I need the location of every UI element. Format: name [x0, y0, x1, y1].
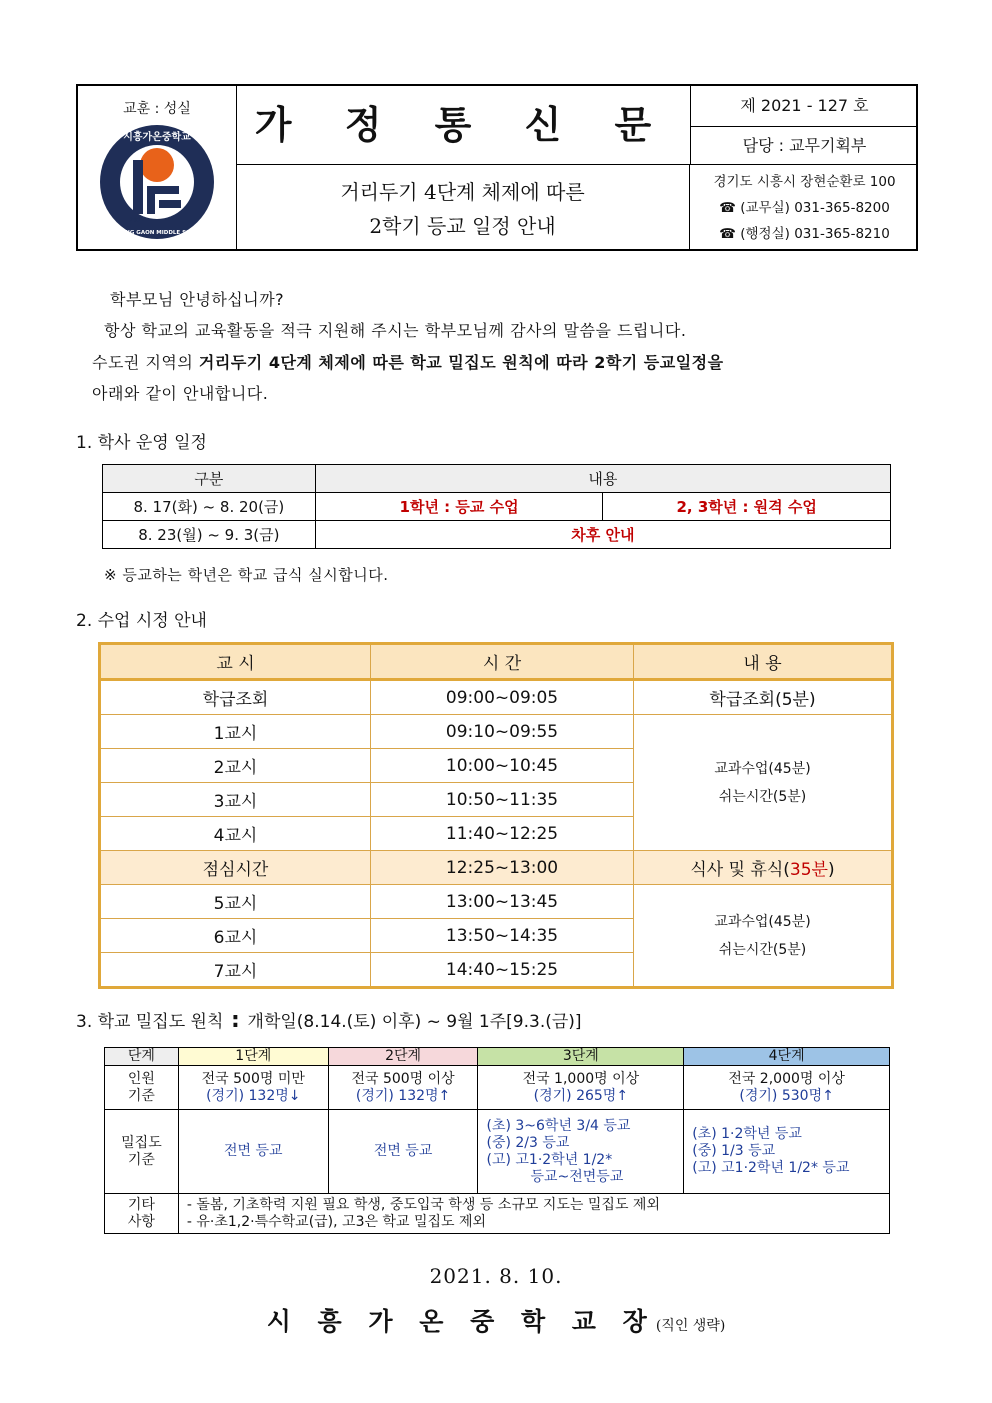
- label-line: 인원: [127, 1070, 155, 1087]
- cell: [478, 1110, 684, 1194]
- cell-line: 등교~전면등교: [530, 1168, 624, 1185]
- cell-line: (경기) 265명↑: [533, 1087, 629, 1104]
- header-content: 내용: [315, 465, 890, 493]
- subtitle-line2: 2학기 등교 일정 안내: [369, 214, 556, 238]
- lunch-text: 식사 및 휴식(: [690, 860, 790, 880]
- header-stage2: 2단계: [328, 1048, 478, 1066]
- cell-line: (초) 3~6학년 3/4 등교: [486, 1117, 631, 1134]
- density-header-row: [105, 1048, 890, 1066]
- intro-line4: 아래와 같이 안내합니다.: [92, 384, 269, 403]
- logo-cell: [78, 86, 237, 249]
- issue-date: 2021. 8. 10.: [429, 1264, 563, 1288]
- label-line: 밀집도: [121, 1134, 162, 1151]
- cell: [684, 1110, 890, 1194]
- period-cell: 3교시: [100, 783, 371, 817]
- label-line: 기준: [127, 1087, 155, 1104]
- lunch-content: [634, 851, 893, 885]
- svg-text:2021: 2021: [129, 217, 145, 224]
- header-stage3: 3단계: [478, 1048, 684, 1066]
- time-cell: 10:00~10:45: [371, 749, 634, 783]
- density-table: [104, 1047, 890, 1234]
- period-cell: 6교시: [100, 919, 371, 953]
- cell-line: (중) 1/3 등교: [692, 1143, 776, 1159]
- cell-line: (초) 1·2학년 등교: [692, 1126, 802, 1142]
- table-row: [105, 1194, 890, 1234]
- time-cell: 11:40~12:25: [371, 817, 634, 851]
- section3-period: 개학일(8.14.(토) 이후) ~ 9월 1주[9.3.(금)]: [247, 1012, 582, 1032]
- newsletter-subtitle: [236, 165, 690, 249]
- time-cell: 12:25~13:00: [371, 851, 634, 885]
- address-line: 경기도 시흥시 장현순환로 100: [713, 174, 896, 190]
- newsletter-header: [76, 84, 918, 251]
- row1-grade23: 2, 3학년 : 원격 수업: [603, 493, 891, 521]
- etc-cell: [178, 1194, 889, 1234]
- cell-line: - 유·초1,2·특수학교(급), 고3은 학교 밀집도 제외: [186, 1213, 487, 1230]
- content-line: 쉬는시간(5분): [718, 788, 807, 805]
- table-row: [100, 715, 893, 749]
- school-address: [691, 165, 918, 249]
- period-cell: 2교시: [100, 749, 371, 783]
- cell-line: (고) 고1·2학년 1/2*: [486, 1151, 613, 1168]
- svg-text:SIHEUNG GAON MIDDLE SCHOOL: SIHEUNG GAON MIDDLE SCHOOL: [106, 230, 208, 236]
- phone-office: ☎ (교무실) 031-365-8200: [719, 200, 890, 216]
- section3-title-text: 3. 학교 밀집도 원칙: [76, 1012, 224, 1032]
- row-label: [105, 1194, 179, 1234]
- time-cell: 13:00~13:45: [371, 885, 634, 919]
- intro-bold: 거리두기 4단계 체제에 따른 학교 밀집도 원칙에 따라 2학기 등교일정을: [198, 353, 724, 372]
- period-cell: 점심시간: [100, 851, 371, 885]
- row2-content: 차후 안내: [315, 521, 890, 549]
- meal-note: ※ 등교하는 학년은 학교 급식 실시합니다.: [104, 566, 389, 584]
- cell: [178, 1066, 328, 1110]
- morning-content: [634, 715, 893, 851]
- section3-title: [76, 1007, 582, 1033]
- cell-line: - 돌봄, 기초학력 지원 필요 학생, 중도입국 학생 등 소규모 지도는 밀집도 제외: [186, 1196, 660, 1213]
- cell-line: 전국 500명 이상: [351, 1070, 455, 1087]
- header-stage: 단계: [105, 1048, 179, 1066]
- row1-grade1: 1학년 : 등교 수업: [315, 493, 603, 521]
- cell: 전면 등교: [178, 1110, 328, 1194]
- time-cell: 09:00~09:05: [371, 680, 634, 715]
- cell-line: (경기) 132명↓: [206, 1087, 301, 1104]
- cell-line: (경기) 132명↑: [355, 1087, 451, 1104]
- section3-colon: :: [223, 1008, 248, 1033]
- period-cell: 7교시: [100, 953, 371, 988]
- afternoon-content: [634, 885, 893, 988]
- table-row: [105, 1066, 890, 1110]
- content-cell: 학급조회(5분): [634, 680, 893, 715]
- period-cell: 1교시: [100, 715, 371, 749]
- principal-signature: [0, 1302, 992, 1338]
- phone-admin: ☎ (행정실) 031-365-8210: [719, 226, 890, 242]
- lunch-minutes: 35분: [789, 860, 828, 880]
- header-content: 내 용: [634, 644, 893, 680]
- time-cell: 14:40~15:25: [371, 953, 634, 988]
- cell: [478, 1066, 684, 1110]
- table-header-row: [103, 465, 891, 493]
- header-stage4: 4단계: [684, 1048, 890, 1066]
- timetable: [98, 642, 894, 989]
- label-line: 기준: [127, 1151, 155, 1168]
- table-row: [103, 493, 891, 521]
- row1-period: 8. 17(화) ~ 8. 20(금): [103, 493, 316, 521]
- intro-prefix: 수도권 지역의: [92, 353, 199, 372]
- issue-number: 제 2021 - 127 호: [691, 86, 918, 127]
- table-row: [105, 1110, 890, 1194]
- cell: [328, 1066, 478, 1110]
- label-line: 사항: [127, 1213, 155, 1230]
- cell-line: 전국 2,000명 이상: [728, 1070, 845, 1087]
- subtitle-line1: 거리두기 4단계 체제에 따른: [340, 180, 585, 204]
- department: 담당 : 교무기획부: [691, 127, 918, 165]
- schedule-table: [102, 464, 891, 549]
- table-row: [100, 885, 893, 919]
- greeting: 학부모님 안녕하십니까?: [110, 290, 285, 309]
- school-motto: 교훈 : 성실: [123, 101, 191, 117]
- row-label: [105, 1066, 179, 1110]
- intro-thanks: 항상 학교의 교육활동을 적극 지원해 주시는 학부모님께 감사의 말씀을 드립니다.: [104, 321, 687, 340]
- signature-text: 시 흥 가 온 중 학 교 장: [266, 1307, 656, 1336]
- cell: 전면 등교: [328, 1110, 478, 1194]
- header-stage1: 1단계: [178, 1048, 328, 1066]
- row2-period: 8. 23(월) ~ 9. 3(금): [103, 521, 316, 549]
- newsletter-title: 가 정 통 신 문: [236, 86, 691, 165]
- cell-line: (중) 2/3 등교: [486, 1134, 570, 1151]
- label-line: 기타: [127, 1196, 155, 1213]
- period-cell: 5교시: [100, 885, 371, 919]
- header-period: 교 시: [100, 644, 371, 680]
- cell-line: (경기) 530명↑: [739, 1087, 834, 1104]
- cell-line: 전국 500명 미만: [201, 1070, 305, 1087]
- period-cell: 4교시: [100, 817, 371, 851]
- svg-text:시흥가온중학교: 시흥가온중학교: [123, 132, 191, 143]
- row-label: [105, 1110, 179, 1194]
- intro-line3: [92, 350, 724, 373]
- time-cell: 10:50~11:35: [371, 783, 634, 817]
- table-row: [100, 680, 893, 715]
- content-line: 교과수업(45분): [714, 760, 811, 777]
- time-cell: 13:50~14:35: [371, 919, 634, 953]
- content-line: 쉬는시간(5분): [718, 941, 807, 958]
- cell-line: 전국 1,000명 이상: [522, 1070, 640, 1087]
- section2-title: 2. 수업 시정 안내: [76, 611, 207, 631]
- table-row: [103, 521, 891, 549]
- period-cell: 학급조회: [100, 680, 371, 715]
- cell: [684, 1066, 890, 1110]
- content-line: 교과수업(45분): [714, 913, 811, 930]
- seal-note: (직인 생략): [655, 1318, 726, 1334]
- time-cell: 09:10~09:55: [371, 715, 634, 749]
- timetable-header-row: [100, 644, 893, 680]
- lunch-text-end: ): [827, 860, 835, 880]
- school-logo: [97, 122, 217, 242]
- header-category: 구분: [103, 465, 316, 493]
- header-time: 시 간: [371, 644, 634, 680]
- lunch-row: [100, 851, 893, 885]
- cell-line: (고) 고1·2학년 1/2* 등교: [692, 1160, 850, 1176]
- section1-title: 1. 학사 운영 일정: [76, 433, 207, 453]
